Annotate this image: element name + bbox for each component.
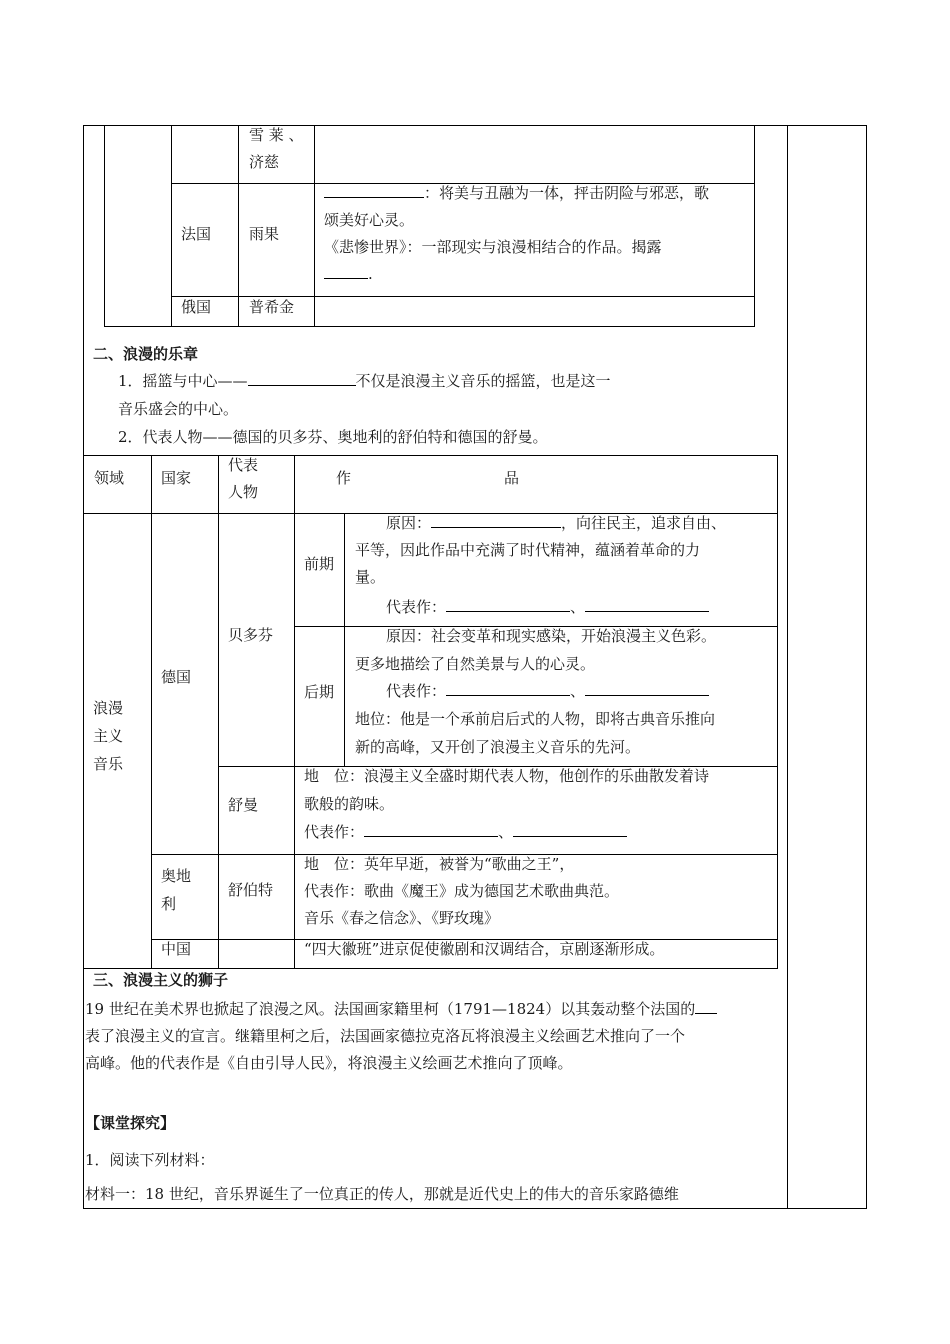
t2-late-line4: 地位：他是一个承前启后式的人物，即将古典音乐推向 (355, 710, 716, 728)
outer-border-right (866, 125, 867, 1209)
t2-header-works-a: 作 (336, 469, 352, 487)
t2-header-country: 国家 (161, 469, 192, 487)
t2-field-line3: 音乐 (93, 755, 124, 773)
outer-border-top (83, 125, 867, 126)
t2-field-line2: 主义 (93, 727, 124, 745)
t2-country-austria-line2: 利 (161, 895, 177, 913)
section2-item1: 1．摇篮与中心—— 不仅是浪漫主义音乐的摇篮，也是这一 (118, 367, 611, 395)
t2-late-line2: 更多地描绘了自然美景与人的心灵。 (355, 655, 596, 673)
t2-early-line4: 代表作： 、 (386, 593, 709, 621)
t2-person-schubert: 舒伯特 (228, 881, 274, 899)
t2-schumann-line3: 代表作： 、 (304, 818, 627, 846)
t1-country-russia: 俄国 (181, 298, 212, 316)
fill-blank[interactable] (695, 997, 717, 1014)
t2-top (83, 455, 778, 456)
t2-late-line3: 代表作： 、 (386, 677, 709, 705)
fill-blank[interactable] (324, 181, 424, 198)
t2-header-field: 领域 (94, 469, 125, 487)
t1-person-shelley-line1: 雪 莱 、 (249, 126, 304, 144)
t2-country-china: 中国 (161, 940, 192, 958)
section4-heading: 【课堂探究】 (85, 1114, 176, 1132)
t1-person-pushkin: 普希金 (249, 298, 295, 316)
outer-border-bottom (83, 1208, 867, 1209)
t2-right (777, 455, 778, 969)
section4-line2: 材料一：18 世纪，音乐界诞生了一位真正的传人，那就是近代史上的伟大的音乐家路德维 (85, 1185, 679, 1203)
t2-country-austria-line1: 奥地 (161, 867, 192, 885)
t2-schumann-line1: 地 位：浪漫主义全盛时期代表人物，他创作的乐曲散发着诗 (304, 767, 710, 785)
t2-early-line2: 平等，因此作品中充满了时代精神，蕴涵着革命的力 (355, 541, 701, 559)
section2-item1-line2: 音乐盛会的中心。 (118, 400, 239, 418)
t1-work-line3: 《悲惨世界》：一部现实与浪漫相结合的作品。揭露 (324, 238, 662, 256)
t1-work-line2: 颂美好心灵。 (324, 211, 415, 229)
t2-late-line5: 新的高峰，又开创了浪漫主义音乐的先河。 (355, 738, 641, 756)
t2-schubert-line1: 地 位：英年早逝，被誉为“歌曲之王”， (304, 855, 575, 873)
t2-early-line1: 原因： ，向往民主，追求自由、 (386, 509, 726, 537)
section2-heading: 二、浪漫的乐章 (93, 345, 199, 363)
t2-person-beethoven: 贝多芬 (228, 626, 274, 644)
t1-work-line4: . (324, 260, 373, 288)
t2-col-person (294, 455, 295, 969)
t2-schubert-line2: 代表作：歌曲《魔王》成为德国艺术歌曲典范。 (304, 882, 620, 900)
fill-blank[interactable] (446, 679, 570, 696)
fill-blank[interactable] (431, 511, 561, 528)
t1-work-line1: ：将美与丑融为一体，抨击阴险与邪恶，歌 (324, 179, 709, 207)
fill-blank[interactable] (324, 262, 368, 279)
outer-border-left (83, 125, 84, 1209)
section3-line3: 高峰。他的代表作是《自由引导人民》，将浪漫主义绘画艺术推向了顶峰。 (85, 1054, 573, 1072)
t2-china-text: “四大徽班”进京促使徽剧和汉调结合，京剧逐渐形成。 (304, 940, 665, 958)
fill-blank[interactable] (513, 820, 627, 837)
t2-field-line1: 浪漫 (93, 699, 124, 717)
section3-line1: 19 世纪在美术界也掀起了浪漫之风。法国画家籍里柯（1791—1824）以其轰动整个法国的 (85, 995, 717, 1023)
fill-blank[interactable] (446, 595, 570, 612)
fill-blank[interactable] (585, 679, 709, 696)
right-column-divider (787, 125, 788, 1209)
t2-late-label: 后期 (304, 683, 335, 701)
fill-blank[interactable] (364, 820, 498, 837)
t2-col-field (151, 455, 152, 969)
t1-country-france: 法国 (181, 225, 212, 243)
t2-header-rep-line1: 代表 (228, 456, 259, 474)
section4-line1: 1．阅读下列材料： (85, 1151, 215, 1169)
t2-col-country (218, 455, 219, 969)
t2-early-line3: 量。 (355, 568, 386, 586)
t1-bottom (104, 326, 755, 327)
section3-line2: 表了浪漫主义的宣言。继籍里柯之后，法国画家德拉克洛瓦将浪漫主义绘画艺术推向了一个 (85, 1027, 686, 1045)
t2-header-works-b: 品 (504, 469, 520, 487)
t2-early-label: 前期 (304, 555, 335, 573)
fill-blank[interactable] (248, 369, 356, 386)
t1-person-shelley-line2: 济慈 (249, 153, 280, 171)
t2-person-schumann: 舒曼 (228, 796, 259, 814)
t2-col-period (344, 513, 345, 767)
t1-left (104, 125, 105, 327)
t1-person-hugo: 雨果 (249, 225, 280, 243)
t2-country-germany: 德国 (161, 668, 192, 686)
section3-heading: 三、浪漫主义的狮子 (93, 971, 229, 989)
t2-late-line1: 原因：社会变革和现实感染，开始浪漫主义色彩。 (386, 627, 717, 645)
section2-item2: 2．代表人物——德国的贝多芬、奥地利的舒伯特和德国的舒曼。 (118, 428, 548, 446)
fill-blank[interactable] (585, 595, 709, 612)
t2-header-rep-line2: 人物 (228, 483, 259, 501)
t2-schubert-line3: 音乐《春之信念》、《野玫瑰》 (304, 909, 500, 927)
t2-schumann-line2: 歌般的韵味。 (304, 795, 395, 813)
